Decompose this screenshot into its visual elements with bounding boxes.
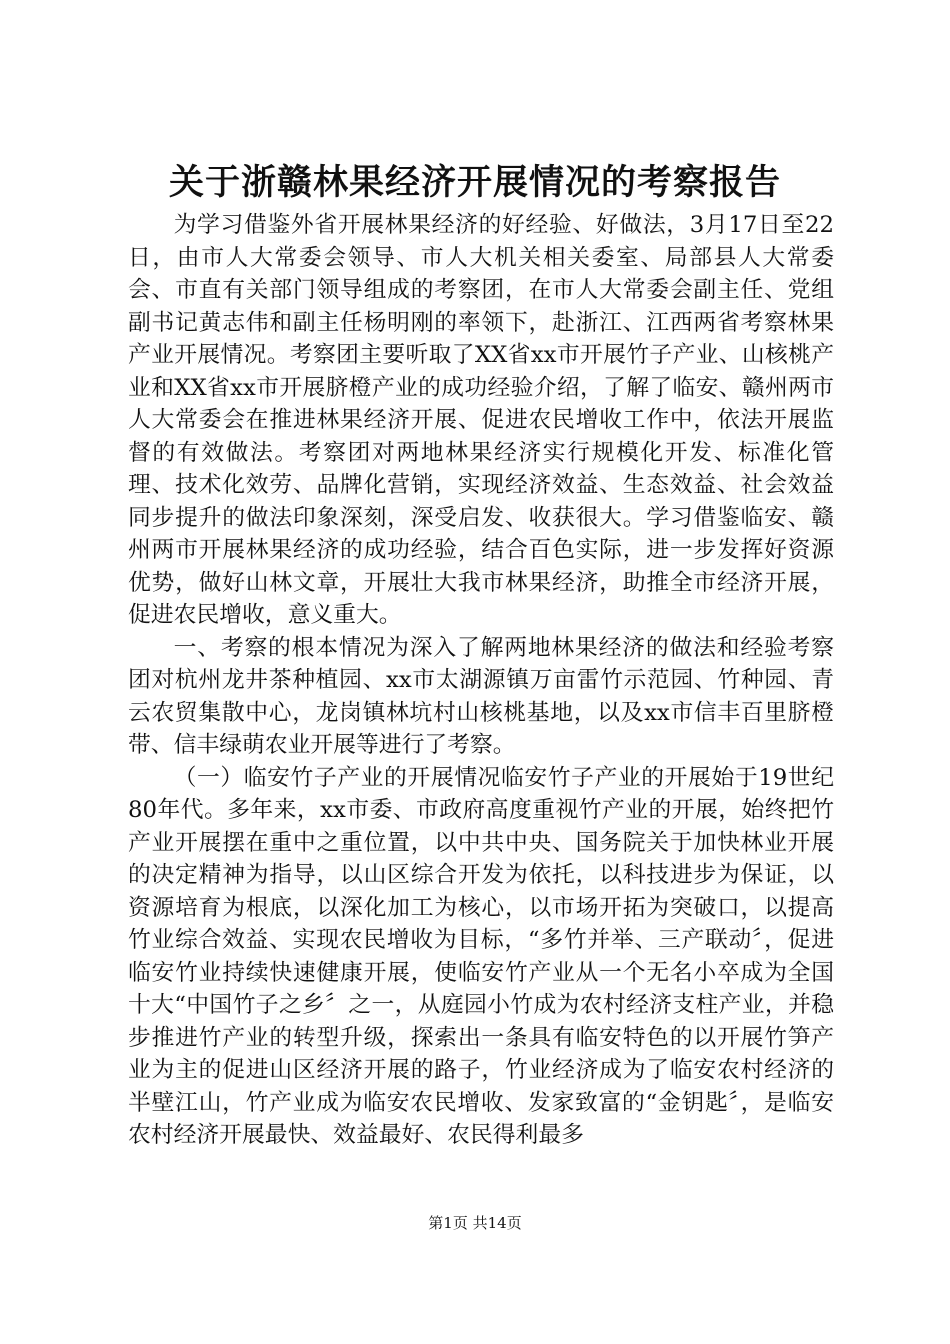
document-title: 关于浙赣林果经济开展情况的考察报告 bbox=[168, 162, 781, 203]
paragraph-subsection-one: （一）临安竹子产业的开展情况临安竹子产业的开展始于19世纪80年代。多年来，xx市委、市政府高度重视竹产业的开展，始终把竹产业开展摆在重中之重位置，以中共中央、国务院关于加快林业开展的决定精神为指导，以山区综合开发为依托，以科技进步为保证，以资源培育为根底，以深化加工为核心，以市场开拓为突破口，以提高竹业综合效益、实现农民增收为目标，“多竹并举、三产联动〞，促进临安竹业持续快速健康开展，使临安竹产业从一个无名小卒成为全国十大“中国竹子之乡〞之一，从庭园小竹成为农村经济支柱产业，并稳步推进竹产业的转型升级，探索出一条具有临安特色的以开展竹笋产业为主的促进山区经济开展的路子，竹业经济成为了临安农村经济的半壁江山，竹产业成为临安农民增收、发家致富的“金钥匙〞，是临安农村经济开展最快、效益最好、农民得利最多 bbox=[128, 764, 834, 1148]
paragraph-intro: 为学习借鉴外省开展林果经济的好经验、好做法，3月17日至22日，由市人大常委会领导、市人大机关相关委室、局部县人大常委会、市直有关部门领导组成的考察团，在市人大常委会副主任、党组副书记黄志伟和副主任杨明刚的率领下，赴浙江、江西两省考察林果产业开展情况。考察团主要听取了XX省xx市开展竹子产业、山核桃产业和XX省xx市开展脐橙产业的成功经验介绍，了解了临安、赣州两市人大常委会在推进林果经济开展、促进农民增收工作中，依法开展监督的有效做法。考察团对两地林果经济实行规模化开发、标准化管理、技术化效劳、品牌化营销，实现经济效益、生态效益、社会效益同步提升的做法印象深刻，深受启发、收获很大。学习借鉴临安、赣州两市开展林果经济的成功经验，结合百色实际，进一步发挥好资源优势，做好山林文章，开展壮大我市林果经济，助推全市经济开展，促进农民增收，意义重大。 bbox=[128, 212, 834, 628]
document-body bbox=[128, 209, 834, 1152]
page-number-footer: 第1页 共14页 bbox=[428, 1214, 522, 1232]
paragraph-section-one: 一、考察的根本情况为深入了解两地林果经济的做法和经验考察团对杭州龙井茶种植园、xx市太湖源镇万亩雷竹示范园、竹种园、青云农贸集散中心，龙岗镇林坑村山核桃基地，以及xx市信丰百里脐橙带、信丰绿萌农业开展等进行了考察。 bbox=[128, 634, 834, 758]
